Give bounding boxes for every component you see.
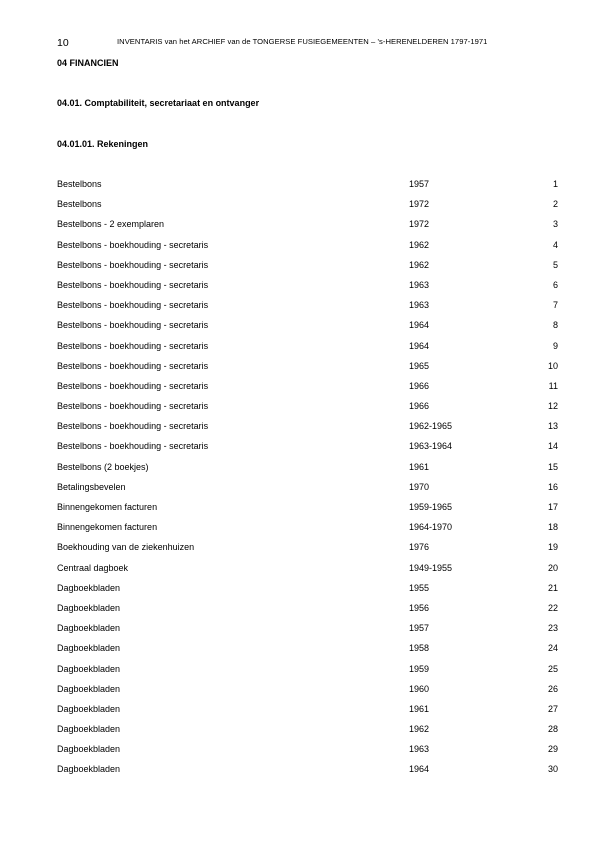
- row-years: 1962-1965: [409, 421, 453, 432]
- inventory-row: [57, 318, 558, 338]
- row-description: Binnengekomen facturen: [57, 502, 158, 512]
- row-description: Bestelbons - boekhouding - secretaris: [57, 239, 209, 250]
- section-heading: 04 FINANCIEN: [57, 58, 119, 68]
- inventory-row: [57, 641, 558, 661]
- row-number: 24: [547, 643, 558, 654]
- row-years: 1964: [409, 320, 430, 331]
- row-description: Dagboekbladen: [57, 703, 121, 714]
- row-description: Bestelbons - boekhouding - secretaris: [57, 401, 209, 412]
- row-number: 8: [552, 320, 558, 331]
- inventory-row: [57, 298, 558, 318]
- inventory-row: [57, 762, 558, 782]
- inventory-row: [57, 581, 558, 601]
- inventory-row: [57, 601, 558, 621]
- row-years: 1960: [409, 683, 430, 694]
- row-description: Bestelbons - boekhouding - secretaris: [57, 380, 209, 391]
- row-description: Bestelbons - boekhouding - secretaris: [57, 259, 209, 270]
- row-description: Bestelbons - boekhouding - secretaris: [57, 441, 209, 452]
- row-years: 1963: [409, 279, 430, 290]
- row-number: 15: [547, 461, 558, 472]
- row-years: 1976: [409, 542, 430, 553]
- row-description: Bestelbons - boekhouding - secretaris: [57, 340, 209, 351]
- inventory-row: [57, 238, 558, 258]
- row-description: Dagboekbladen: [57, 663, 121, 674]
- row-number: 21: [547, 582, 558, 593]
- row-years: 1958: [409, 643, 430, 654]
- row-years: 1966: [409, 401, 430, 412]
- inventory-row: [57, 540, 558, 560]
- inventory-row: [57, 197, 558, 217]
- row-number: 20: [547, 562, 558, 573]
- row-description: Bestelbons - boekhouding - secretaris: [57, 421, 209, 432]
- row-number: 9: [552, 340, 558, 351]
- row-number: 18: [547, 522, 558, 533]
- subsection-heading: 04.01. Comptabiliteit, secretariaat en ontvanger: [57, 98, 260, 108]
- inventory-row: [57, 419, 558, 439]
- row-description: Boekhouding van de ziekenhuizen: [57, 542, 195, 553]
- row-description: Bestelbons - boekhouding - secretaris: [57, 300, 209, 311]
- row-years: 1964: [409, 764, 430, 775]
- row-description: Bestelbons - boekhouding - secretaris: [57, 360, 209, 371]
- inventory-row: [57, 439, 558, 459]
- row-number: 16: [547, 481, 558, 492]
- row-description: Dagboekbladen: [57, 582, 121, 593]
- row-years: 1957: [409, 623, 430, 634]
- row-years: 1970: [409, 481, 430, 492]
- inventory-row: [57, 460, 558, 480]
- row-number: 25: [547, 663, 558, 674]
- row-years: 1972: [409, 219, 430, 230]
- inventory-row: [57, 379, 558, 399]
- row-years: 1972: [409, 199, 430, 210]
- row-years: 1956: [409, 602, 430, 613]
- row-number: 4: [552, 239, 558, 250]
- row-description: Bestelbons - 2 exemplaren: [57, 219, 165, 230]
- row-number: 13: [547, 421, 558, 432]
- row-number: 5: [552, 259, 558, 270]
- row-number: 6: [552, 279, 558, 290]
- row-description: Bestelbons - boekhouding - secretaris: [57, 320, 209, 331]
- row-description: Centraal dagboek: [57, 562, 129, 573]
- inventory-row: [57, 500, 558, 520]
- row-years: 1964-1970: [409, 522, 453, 533]
- row-years: 1955: [409, 582, 430, 593]
- inventory-row: [57, 177, 558, 197]
- inventory-row: [57, 621, 558, 641]
- row-years: 1964: [409, 340, 430, 351]
- inventory-row: [57, 278, 558, 298]
- inventory-row: [57, 722, 558, 742]
- running-header-title: INVENTARIS van het ARCHIEF van de TONGERSE FUSIEGEMEENTEN – ’s-HERENELDEREN 1797-1971: [117, 37, 488, 46]
- row-years: 1966: [409, 380, 430, 391]
- row-number: 23: [547, 623, 558, 634]
- row-years: 1949-1955: [409, 562, 453, 573]
- row-years: 1962: [409, 259, 430, 270]
- row-number: 28: [547, 724, 558, 735]
- row-description: Dagboekbladen: [57, 683, 121, 694]
- row-description: Betalingsbevelen: [57, 481, 126, 492]
- subsubsection-heading: 04.01.01. Rekeningen: [57, 139, 149, 149]
- row-number: 7: [552, 300, 558, 311]
- row-description: Dagboekbladen: [57, 602, 121, 613]
- page-number: 10: [57, 37, 69, 49]
- inventory-row: [57, 561, 558, 581]
- row-description: Dagboekbladen: [57, 724, 121, 735]
- row-number: 12: [547, 401, 558, 412]
- row-years: 1962: [409, 239, 430, 250]
- inventory-row: [57, 702, 558, 722]
- inventory-list: [57, 177, 558, 783]
- row-years: 1957: [409, 179, 430, 189]
- inventory-row: [57, 339, 558, 359]
- row-years: 1963: [409, 300, 430, 311]
- inventory-row: [57, 480, 558, 500]
- row-number: 30: [547, 764, 558, 775]
- row-description: Dagboekbladen: [57, 764, 121, 775]
- row-number: 26: [547, 683, 558, 694]
- row-number: 14: [547, 441, 558, 452]
- inventory-row: [57, 217, 558, 237]
- row-years: 1965: [409, 360, 430, 371]
- row-number: 11: [548, 380, 558, 391]
- row-years: 1963-1964: [409, 441, 453, 452]
- row-number: 19: [547, 542, 558, 553]
- row-years: 1961: [409, 703, 430, 714]
- row-description: Dagboekbladen: [57, 643, 121, 654]
- row-number: 17: [547, 502, 558, 512]
- inventory-row: [57, 359, 558, 379]
- row-years: 1961: [409, 461, 430, 472]
- row-number: 27: [547, 703, 558, 714]
- inventory-row: [57, 258, 558, 278]
- inventory-row: [57, 682, 558, 702]
- row-description: Binnengekomen facturen: [57, 522, 158, 533]
- inventory-row: [57, 742, 558, 762]
- row-years: 1959-1965: [409, 502, 453, 512]
- inventory-row: [57, 399, 558, 419]
- row-description: Bestelbons: [57, 199, 102, 210]
- row-description: Dagboekbladen: [57, 623, 121, 634]
- row-description: Bestelbons: [57, 179, 102, 189]
- row-number: 3: [552, 219, 558, 230]
- row-number: 10: [547, 360, 558, 371]
- row-description: Bestelbons - boekhouding - secretaris: [57, 279, 209, 290]
- inventory-row: [57, 520, 558, 540]
- row-years: 1959: [409, 663, 430, 674]
- row-years: 1963: [409, 744, 430, 755]
- inventory-row: [57, 662, 558, 682]
- row-number: 29: [547, 744, 558, 755]
- row-number: 1: [552, 179, 558, 189]
- row-description: Dagboekbladen: [57, 744, 121, 755]
- row-description: Bestelbons (2 boekjes): [57, 461, 149, 472]
- row-number: 2: [552, 199, 558, 210]
- row-number: 22: [547, 602, 558, 613]
- row-years: 1962: [409, 724, 430, 735]
